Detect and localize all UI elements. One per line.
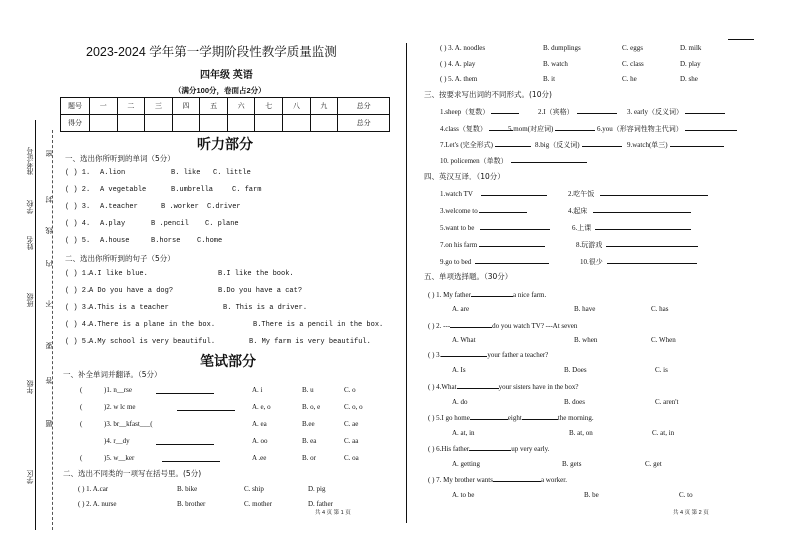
margin-grade: 年级 xyxy=(26,380,34,394)
score-cell: 六 xyxy=(227,98,255,115)
answer-blank[interactable] xyxy=(606,240,698,247)
margin-school: 学校 xyxy=(26,200,34,214)
margin-rule xyxy=(35,120,36,530)
list-item: ( ) 3. A. noodles B. dumplings C. eggs D. milk xyxy=(440,44,702,52)
list-item: ( )1. n__rse A. i B. u C. o xyxy=(80,386,356,394)
writing-heading: 笔试部分 xyxy=(200,354,256,370)
answer-blank[interactable] xyxy=(162,455,220,462)
word-form-item: 1.sheep（复数） xyxy=(440,107,519,116)
grade-subject: 四年级 英语 xyxy=(200,70,253,81)
answer-blank[interactable] xyxy=(441,350,487,357)
margin-feng: 封 xyxy=(45,196,53,203)
margin-exam-no: 准考证号 xyxy=(26,147,34,175)
answer-blank[interactable] xyxy=(493,475,541,482)
options-row: A. getting B. gets C. get xyxy=(452,460,662,468)
translate-item: 6.上课 xyxy=(572,223,691,232)
translate-item: 10.很少 xyxy=(580,257,697,266)
list-item: ( ) 5. A.house B.horse C.home xyxy=(65,237,223,245)
options-row: A. are B. have C. has xyxy=(452,305,669,313)
list-item: ( ) 5. A.My school is very beautiful. B. My farm is very beautiful. xyxy=(65,338,371,346)
margin-name: 姓名 xyxy=(26,236,34,250)
score-input[interactable] xyxy=(200,115,228,132)
answer-blank[interactable] xyxy=(457,382,499,389)
list-item: ( ) 3. A.teacher B .worker C.driver xyxy=(65,203,241,211)
list-item: ( ) 2. A vegetable B.umbrella C. farm xyxy=(65,186,262,194)
score-cell: 三 xyxy=(145,98,173,115)
footer-right: 共 4 页 第 2 页 xyxy=(673,510,709,516)
margin-yao: 要 xyxy=(45,342,53,349)
score-input[interactable] xyxy=(310,115,338,132)
binding-dashed-line xyxy=(52,130,53,530)
listening-s2-title: 二、选出你所听到的句子（5分） xyxy=(65,254,175,263)
question-item: ( ) 6.His father up very early. xyxy=(428,445,550,453)
answer-blank[interactable] xyxy=(670,140,724,147)
answer-blank[interactable] xyxy=(156,387,214,394)
answer-blank[interactable] xyxy=(685,107,725,114)
list-item: ( ) 1. A.lion B. like C. little xyxy=(65,169,251,177)
writing-s1-title: 一、补全单词并翻译。（5分） xyxy=(63,370,162,379)
score-input[interactable] xyxy=(283,115,311,132)
answer-blank[interactable] xyxy=(156,438,214,445)
list-item: ( )2. w lc me A. e, o B. o, e C. o, o xyxy=(80,403,363,411)
score-cell: 四 xyxy=(172,98,200,115)
answer-blank[interactable] xyxy=(450,321,492,328)
score-cell: 总分 xyxy=(338,115,390,132)
score-cell: 八 xyxy=(283,98,311,115)
writing-s5-title: 五、单项选择题。（30分） xyxy=(424,272,513,281)
translate-item: 1.watch TV xyxy=(440,189,547,198)
answer-blank[interactable] xyxy=(607,257,697,264)
list-item: ( )5. w__ker A .ee B. or C. oa xyxy=(80,454,359,462)
word-form-item: 4.class（复数） xyxy=(440,124,513,133)
list-item: ( ) 4. A.play B .pencil C. plane xyxy=(65,220,239,228)
answer-blank[interactable] xyxy=(595,223,691,230)
margin-xian: 线 xyxy=(45,227,53,234)
list-item: ( ) 4. A.There is a plane in the box. B.There is a pencil in the box. xyxy=(65,321,384,329)
answer-blank[interactable] xyxy=(593,206,691,213)
margin-mi: 密 xyxy=(45,150,53,157)
word-form-item: 6.you（形容词性物主代词） xyxy=(597,124,737,133)
answer-blank[interactable] xyxy=(577,107,617,114)
translate-item: 2.吃午饭 xyxy=(568,189,708,198)
question-item: ( ) 1. My father a nice farm. xyxy=(428,291,547,299)
answer-blank[interactable] xyxy=(470,413,508,420)
word-form-item: 5.mom(对应词) xyxy=(508,124,595,133)
translate-item: 7.on his farm xyxy=(440,240,545,249)
score-input[interactable] xyxy=(172,115,200,132)
answer-blank[interactable] xyxy=(480,223,550,230)
answer-blank[interactable] xyxy=(511,156,587,163)
question-item: ( ) 7. My brother wants a worker. xyxy=(428,476,567,484)
list-item: ( ) 2. A. nurse B. brother C. mother D. father xyxy=(78,500,333,508)
answer-blank[interactable] xyxy=(475,257,549,264)
answer-blank[interactable] xyxy=(555,124,595,131)
page-divider xyxy=(406,43,407,523)
answer-blank[interactable] xyxy=(177,404,235,411)
score-cell: 得分 xyxy=(61,115,90,132)
list-item: ( )3. br__kfast___( A. ea B.ee C. ae xyxy=(80,420,359,428)
page-title: 2023-2024 学年第一学期阶段性教学质量监测 xyxy=(86,45,337,59)
score-cell: 七 xyxy=(255,98,283,115)
score-cell: 九 xyxy=(310,98,338,115)
footer-left: 共 4 页 第 1 页 xyxy=(315,510,351,516)
options-row: A. to be B. be C. to xyxy=(452,491,693,499)
question-item: ( ) 2. --- do you watch TV? ---At seven xyxy=(428,322,578,330)
word-form-item: 3. early（反义词） xyxy=(627,107,725,116)
score-cell: 一 xyxy=(90,98,118,115)
word-form-item: 2.I（宾格） xyxy=(538,107,617,116)
margin-da: 答 xyxy=(45,377,53,384)
margin-nei: 内 xyxy=(45,260,53,267)
writing-s4-title: 四、英汉互译．（10分） xyxy=(424,172,505,181)
margin-ti: 题 xyxy=(45,420,53,427)
score-note: （满分100分，卷面占2分） xyxy=(174,86,266,95)
list-item: ( ) 3. A.This is a teacher B. This is a driver. xyxy=(65,304,308,312)
score-cell: 五 xyxy=(200,98,228,115)
score-input[interactable] xyxy=(90,115,118,132)
answer-blank[interactable] xyxy=(495,140,531,147)
answer-blank[interactable] xyxy=(479,240,545,247)
answer-blank[interactable] xyxy=(491,107,519,114)
score-input[interactable] xyxy=(255,115,283,132)
score-cell: 题号 xyxy=(61,98,90,115)
options-row: A. Is B. Does C. is xyxy=(452,366,668,374)
options-row: A. do B. does C. aren't xyxy=(452,398,679,406)
top-right-line xyxy=(728,39,754,40)
word-form-item: 7.Let's (完全形式) xyxy=(440,140,531,149)
score-cell: 二 xyxy=(117,98,145,115)
writing-s3-title: 三、按要求写出词的不同形式。(10分) xyxy=(424,90,552,99)
answer-blank[interactable] xyxy=(522,413,558,420)
answer-blank[interactable] xyxy=(582,140,622,147)
answer-blank[interactable] xyxy=(469,444,511,451)
list-item: ( ) 1. A.car B. bike C. ship D. pig xyxy=(78,485,326,493)
score-input[interactable] xyxy=(227,115,255,132)
score-cell: 总分 xyxy=(338,98,390,115)
list-item: ( ) 1. A.I like blue. B.I like the book. xyxy=(65,270,294,278)
answer-blank[interactable] xyxy=(479,206,527,213)
translate-item: 9.go to bed xyxy=(440,257,549,266)
score-input[interactable] xyxy=(117,115,145,132)
listening-heading: 听力部分 xyxy=(197,137,253,153)
answer-blank[interactable] xyxy=(471,290,513,297)
translate-item: 4.起床 xyxy=(568,206,691,215)
question-item: ( ) 4.What your sisters have in the box? xyxy=(428,383,579,391)
listening-s1-title: 一、选出你所听到的单词（5分） xyxy=(65,154,175,163)
list-item: ( ) 4. A. play B. watch C. class D. play xyxy=(440,60,701,68)
question-item: ( ) 3. your father a teacher? xyxy=(428,351,549,359)
options-row: A. at, in B. at, on C. at, in xyxy=(452,429,675,437)
margin-district: 学区 xyxy=(26,470,34,484)
margin-class: 班级 xyxy=(26,293,34,307)
translate-item: 8.玩游戏 xyxy=(576,240,698,249)
word-form-item: 10. policemen（单数） xyxy=(440,156,587,165)
answer-blank[interactable] xyxy=(600,189,708,196)
answer-blank[interactable] xyxy=(481,189,547,196)
list-item: ( ) 5. A. them B. it C. he D. she xyxy=(440,75,698,83)
writing-s2-title: 二、选出不同类的一项写在括号里。(5分) xyxy=(63,469,202,478)
translate-item: 3.welcome to xyxy=(440,206,527,215)
translate-item: 5.want to be xyxy=(440,223,550,232)
list-item: ( ) 2. A Do you have a dog? B.Do you have a cat? xyxy=(65,287,303,295)
question-item: ( ) 5.I go home eight the morning. xyxy=(428,414,594,422)
score-table xyxy=(60,97,390,132)
margin-bu: 不 xyxy=(45,300,53,307)
options-row: A. What B. when C. When xyxy=(452,336,676,344)
score-input[interactable] xyxy=(145,115,173,132)
answer-blank[interactable] xyxy=(685,124,737,131)
word-form-item: 9.watch(单三) xyxy=(627,140,724,149)
word-form-item: 8.big（反义词) xyxy=(535,140,622,149)
